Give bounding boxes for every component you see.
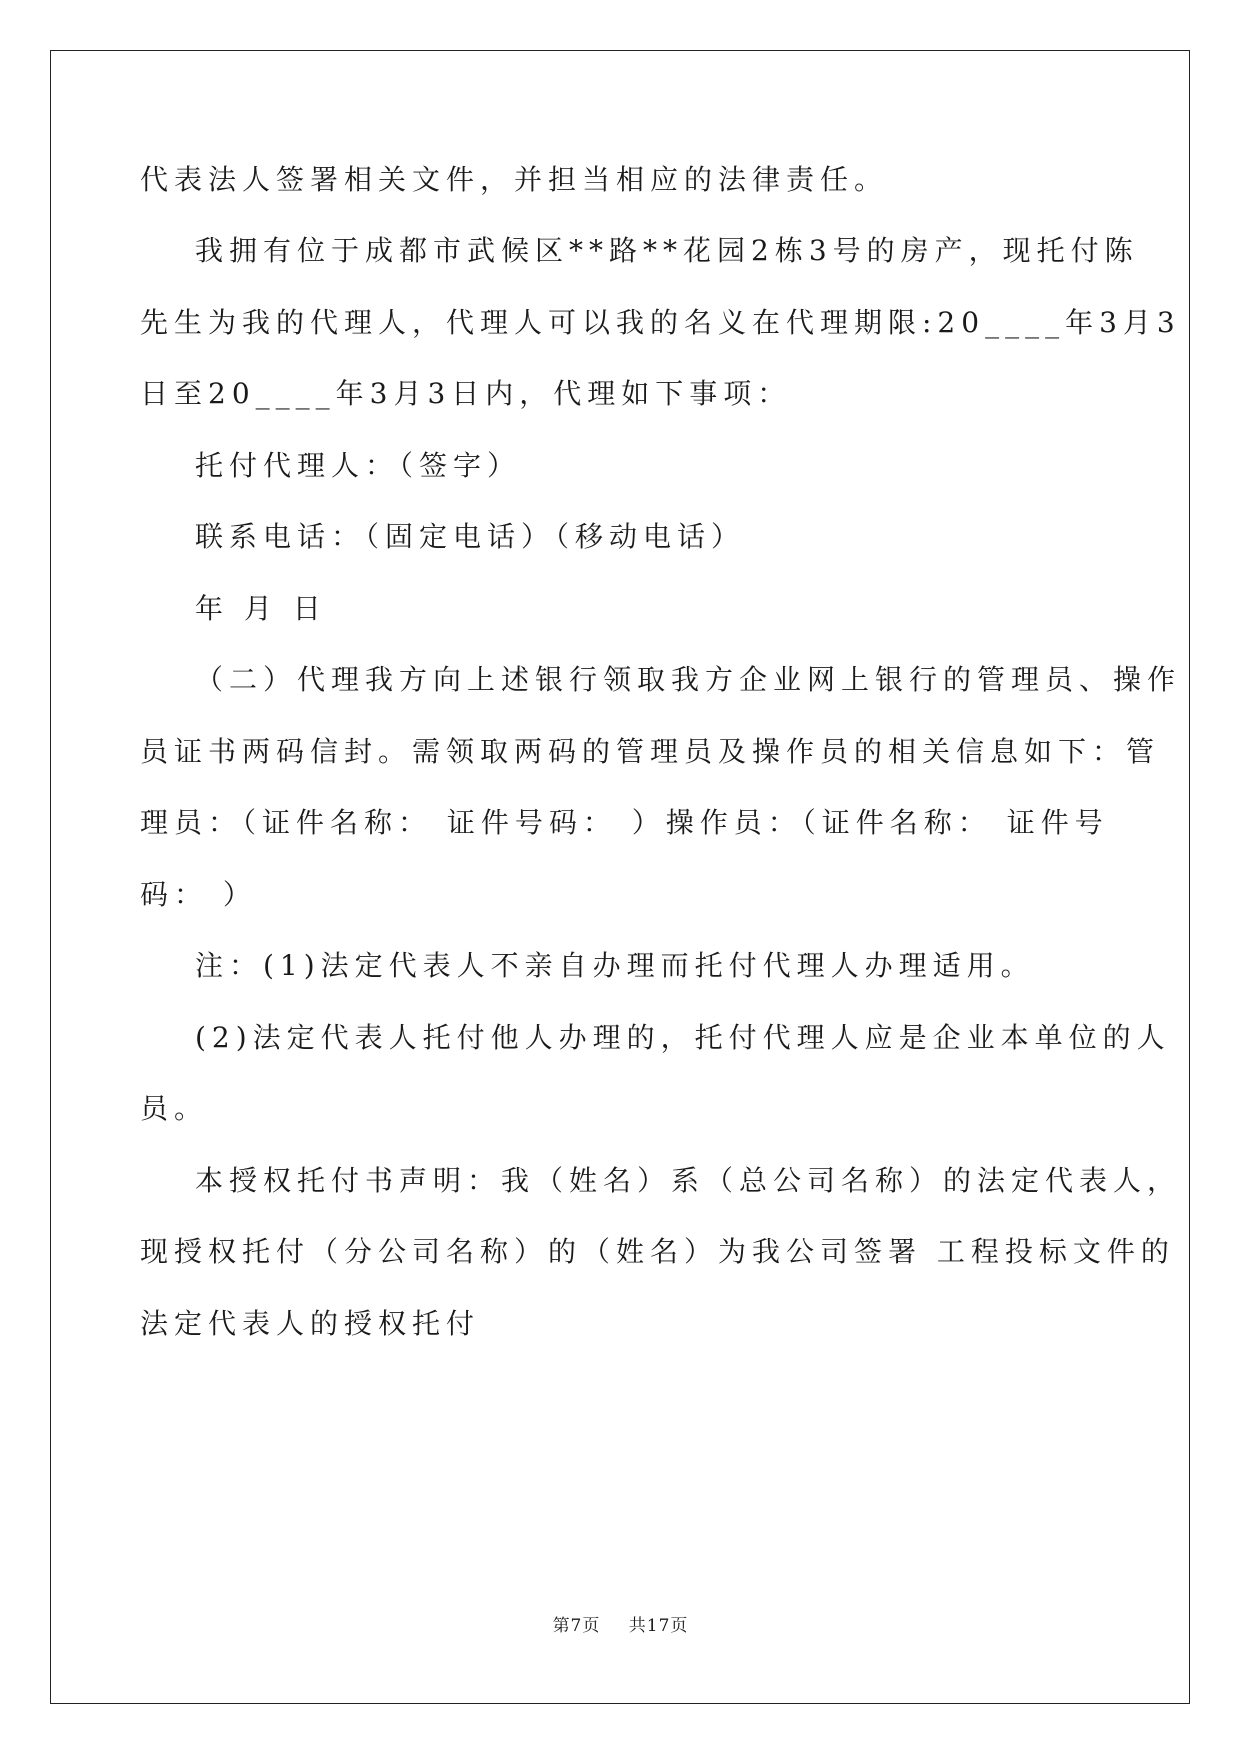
text-line: 年 月 日 [195, 592, 327, 625]
text-line: 先生为我的代理人，代理人可以我的名义在代理期限:20____年3月3 [140, 306, 1181, 339]
text-line: 码： ） [140, 878, 257, 911]
text-line: 注：(1)法定代表人不亲自办理而托付代理人办理适用。 [195, 949, 1035, 982]
text-line: 理员：（证件名称： 证件号码： ）操作员：（证件名称： 证件号 [140, 806, 1109, 839]
page-number: 第7页 [552, 1616, 601, 1636]
text-line: 我拥有位于成都市武候区**路**花园2栋3号的房产，现托付陈 [195, 234, 1139, 267]
text-line: (2)法定代表人托付他人办理的，托付代理人应是企业本单位的人 [195, 1021, 1171, 1054]
text-line: （二）代理我方向上述银行领取我方企业网上银行的管理员、操作 [195, 663, 1182, 696]
text-line: 现授权托付（分公司名称）的（姓名）为我公司签署 工程投标文件的 [140, 1235, 1175, 1268]
text-line: 日至20____年3月3日内，代理如下事项： [140, 377, 792, 410]
text-line: 代表法人签署相关文件，并担当相应的法律责任。 [140, 163, 889, 196]
text-line: 托付代理人：（签字） [195, 449, 522, 482]
page-total: 共17页 [628, 1616, 689, 1636]
page-footer [0, 1611, 1241, 1636]
text-line: 本授权托付书声明：我（姓名）系（总公司名称）的法定代表人， [195, 1164, 1182, 1197]
text-line: 员证书两码信封。需领取两码的管理员及操作员的相关信息如下：管 [140, 735, 1161, 768]
text-line: 法定代表人的授权托付 [140, 1307, 481, 1340]
text-line: 联系电话：（固定电话）（移动电话） [195, 520, 746, 553]
text-line: 员。 [140, 1092, 209, 1125]
